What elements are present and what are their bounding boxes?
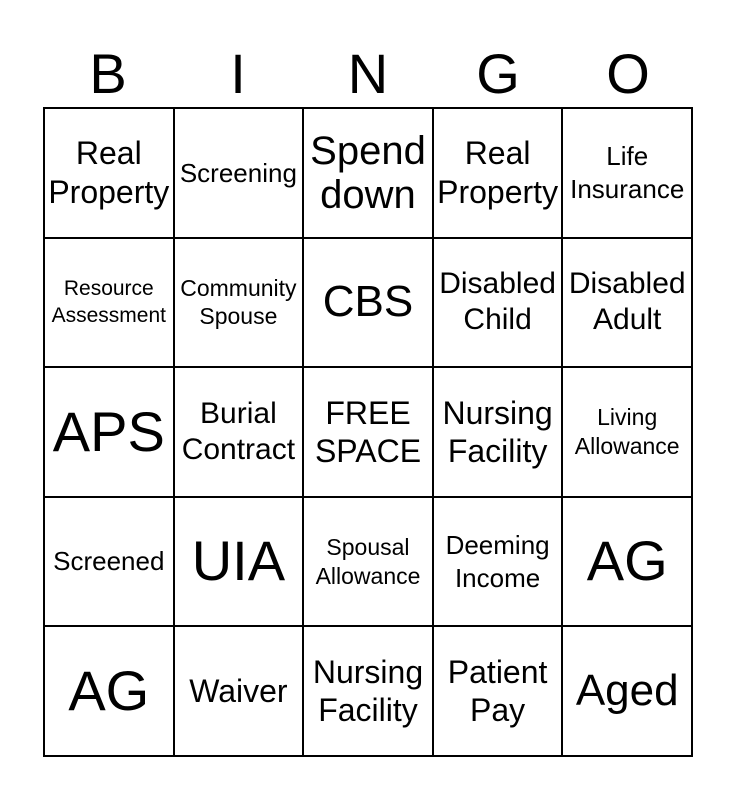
cell-label: Community Spouse: [180, 274, 297, 330]
cell-label: Living Allowance: [574, 404, 680, 459]
cell-label: Screened: [53, 546, 165, 577]
cell-label: CBS: [322, 277, 414, 327]
bingo-cell[interactable]: [562, 497, 692, 627]
bingo-header: [43, 40, 693, 108]
bingo-cell[interactable]: [174, 367, 304, 497]
cell-label: APS: [52, 399, 165, 463]
cell-label: Aged: [575, 666, 679, 716]
cell-label: Deeming Income: [445, 530, 550, 593]
cell-label: AG: [586, 529, 668, 593]
bingo-cell[interactable]: [44, 626, 174, 756]
header-letter-n: N: [347, 42, 389, 105]
bingo-cell[interactable]: [174, 497, 304, 627]
bingo-cell[interactable]: [303, 626, 433, 756]
bingo-cell[interactable]: [433, 108, 563, 238]
bingo-cell[interactable]: [174, 626, 304, 756]
bingo-cell[interactable]: [303, 238, 433, 368]
cell-label: Screening: [179, 157, 297, 188]
bingo-cell[interactable]: [303, 108, 433, 238]
bingo-cell[interactable]: [303, 497, 433, 627]
free-space-cell[interactable]: [303, 367, 433, 497]
cell-label: Patient Pay: [447, 653, 548, 729]
cell-label: FREE SPACE: [314, 394, 422, 469]
cell-label: Resource Assessment: [51, 277, 166, 328]
cell-label: Spend down: [310, 128, 426, 217]
header-letter-b: B: [89, 42, 127, 105]
bingo-cell[interactable]: [44, 367, 174, 497]
cell-label: Real Property: [48, 135, 170, 210]
bingo-cell[interactable]: [433, 497, 563, 627]
cell-label: Burial Contract: [181, 396, 296, 466]
cell-label: UIA: [191, 529, 286, 593]
bingo-cell[interactable]: [174, 108, 304, 238]
bingo-cell[interactable]: [174, 238, 304, 368]
bingo-board: [43, 107, 693, 757]
bingo-cell[interactable]: [44, 238, 174, 368]
header-letter-g: G: [476, 42, 520, 105]
header-letter-o: O: [606, 42, 650, 105]
cell-label: Waiver: [189, 673, 288, 709]
bingo-cell[interactable]: [44, 108, 174, 238]
cell-label: Real Property: [437, 135, 559, 210]
bingo-cell[interactable]: [562, 626, 692, 756]
bingo-cell[interactable]: [562, 238, 692, 368]
bingo-cell[interactable]: [562, 108, 692, 238]
bingo-cell[interactable]: [562, 367, 692, 497]
cell-label: Life Insurance: [570, 141, 685, 204]
cell-label: Disabled Child: [439, 267, 556, 337]
bingo-cell[interactable]: [433, 626, 563, 756]
bingo-cell[interactable]: [433, 367, 563, 497]
header-letter-i: I: [230, 42, 246, 105]
cell-label: Nursing Facility: [442, 394, 553, 469]
bingo-cell[interactable]: [44, 497, 174, 627]
cell-label: Disabled Adult: [568, 267, 686, 337]
cell-label: Spousal Allowance: [315, 533, 421, 589]
cell-label: AG: [68, 658, 150, 722]
cell-label: Nursing Facility: [312, 653, 424, 729]
bingo-cell[interactable]: [433, 238, 563, 368]
